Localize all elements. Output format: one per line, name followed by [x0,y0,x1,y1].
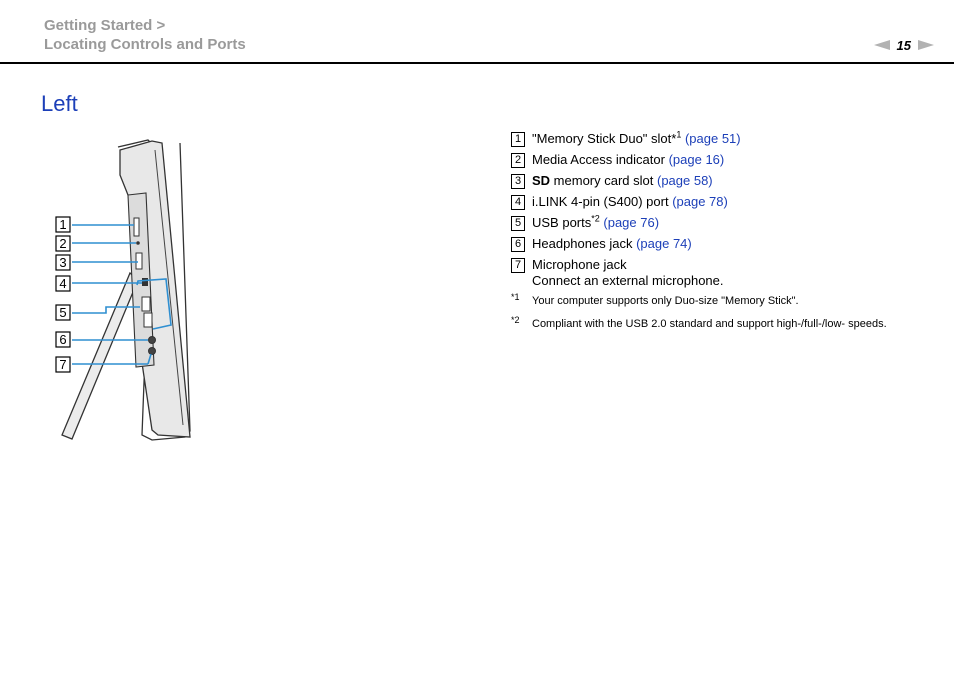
page-link[interactable]: (page 16) [668,152,725,167]
item-text: i.LINK 4-pin (S400) port (page 78) [532,194,728,209]
page-link[interactable]: (page 51) [684,131,741,146]
callout-4-label: 4 [59,276,67,291]
footnote-text: Your computer supports only Duo-size "Memory Stick". [532,295,799,307]
callout-6-label: 6 [59,332,67,347]
header-divider [0,62,954,64]
footnote-mark: *1 [511,292,520,302]
list-item-4 [511,194,941,210]
footnote-1 [511,294,941,308]
item-text: Media Access indicator (page 16) [532,152,725,167]
next-page-arrow-icon[interactable] [918,40,934,50]
footnote-mark: *2 [511,315,520,325]
breadcrumb[interactable] [44,16,246,54]
item-description: Connect an external microphone. [532,273,724,288]
callout-1-label: 1 [59,217,67,232]
callout-3-label: 3 [59,255,67,270]
item-number: 6 [511,237,525,252]
item-text: Headphones jack (page 74) [532,236,692,251]
callout-5-label: 5 [59,305,67,320]
item-text: SD memory card slot (page 58) [532,173,713,188]
item-number: 7 [511,258,525,273]
pager [874,37,934,53]
item-text: Microphone jack Connect an external microphone. [532,257,724,288]
footnote-text: Compliant with the USB 2.0 standard and support high-/full-/low- speeds. [532,318,887,330]
item-text: "Memory Stick Duo" slot*$^1$ (page 51) [532,129,741,146]
breadcrumb-getting-started[interactable]: Getting Started > [44,17,166,34]
item-text: USB ports$^{*2}$ (page 76) [532,213,660,230]
list-item-5 [511,215,941,231]
breadcrumb-current-page: Locating Controls and Ports [44,36,246,53]
item-number: 4 [511,195,525,210]
page-number: 15 [896,37,911,53]
section-title: Left [41,91,78,116]
callout-2-label: 2 [59,236,67,251]
previous-page-arrow-icon[interactable] [874,40,890,50]
item-number: 3 [511,174,525,189]
page-link[interactable]: (page 78) [672,194,728,209]
list-item-7 [511,257,941,289]
page-link[interactable]: (page 74) [636,236,692,251]
footnotes [511,294,941,331]
list-item-3 [511,173,941,189]
page-link[interactable]: (page 76) [603,215,660,230]
list-item-2 [511,152,941,168]
list-item-6 [511,236,941,252]
computer-left-side-illustration [50,135,200,445]
item-number: 2 [511,153,525,168]
callout-7-label: 7 [59,357,67,372]
list-item-1 [511,131,941,147]
component-list [511,131,941,340]
item-number: 5 [511,216,525,231]
page-link[interactable]: (page 58) [656,173,713,188]
item-number: 1 [511,132,525,147]
footnote-2 [511,317,941,331]
